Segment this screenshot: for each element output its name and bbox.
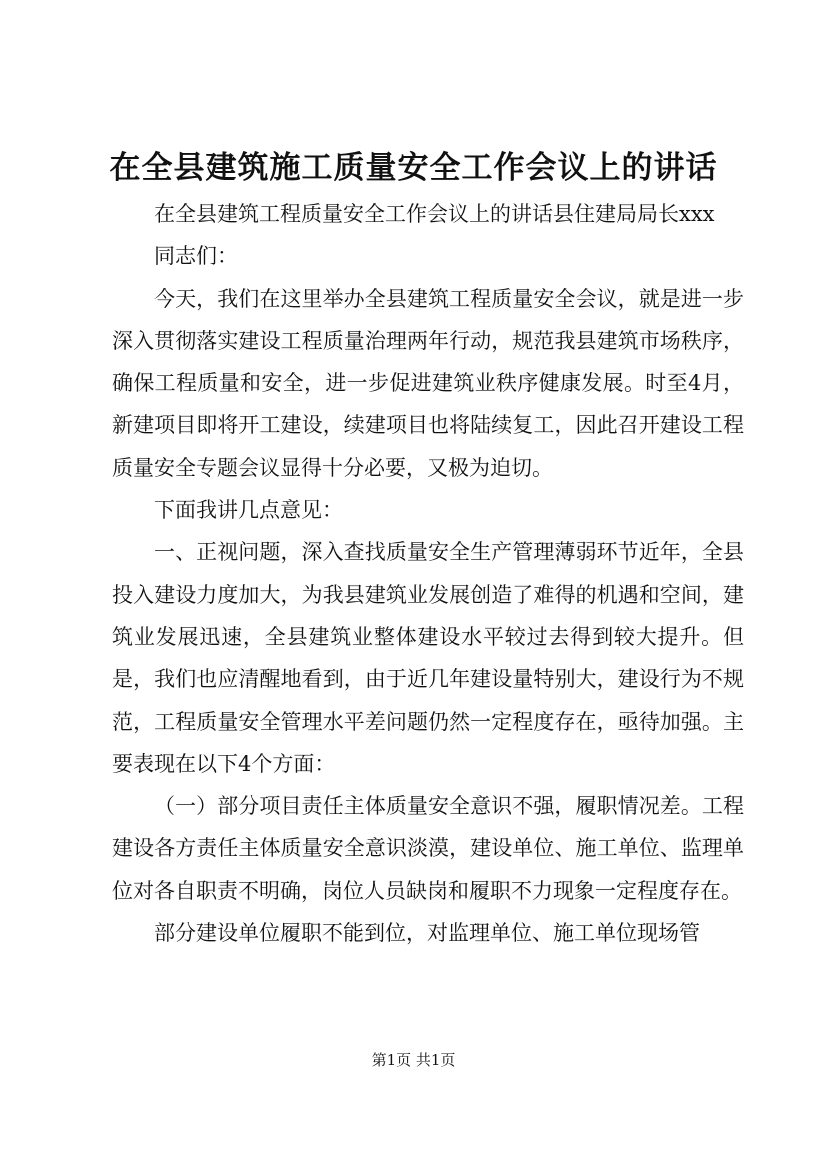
paragraph-subsection-one: （一）部分项目责任主体质量安全意识不强，履职情况差。工程建设各方责任主体质量安全意识淡漠，建设单位、施工单位、监理单位对各自职责不明确，岗位人员缺岗和履职不力现象一定程度存在。 [112,794,744,903]
paragraph-subtitle: 在全县建筑工程质量安全工作会议上的讲话县住建局局长xxx [154,202,715,226]
document-body [112,193,744,954]
paragraph-section-one: 一、正视问题，深入查找质量安全生产管理薄弱环节近年，全县投入建设力度加大，为我县建筑业发展创造了难得的机遇和空间，建筑业发展迅速，全县建筑业整体建设水平较过去得到较大提升。但是，我们也应清醒地看到，由于近几年建设量特别大，建设行为不规范，工程质量安全管理水平差问题仍然一定程度存在，亟待加强。主要表现在以下4个方面： [112,540,744,776]
paragraph-opinions-lead: 下面我讲几点意见： [154,498,343,523]
document-title: 在全县建筑施工质量安全工作会议上的讲话 [109,150,718,186]
paragraph-intro: 今天，我们在这里举办全县建筑工程质量安全会议，就是进一步深入贯彻落实建设工程质量治理两年行动，规范我县建筑市场秩序，确保工程质量和安全，进一步促进建筑业秩序健康发展。时至4月，新建项目即将开工建设，续建项目也将陆续复工，因此召开建设工程质量安全专题会议显得十分必要，又极为迫切。 [112,286,744,480]
paragraph-construction-units: 部分建设单位履职不能到位，对监理单位、施工单位现场管 [154,921,700,946]
page-footer: 第1页 共1页 [371,1051,456,1069]
paragraph-salutation: 同志们： [154,244,238,269]
